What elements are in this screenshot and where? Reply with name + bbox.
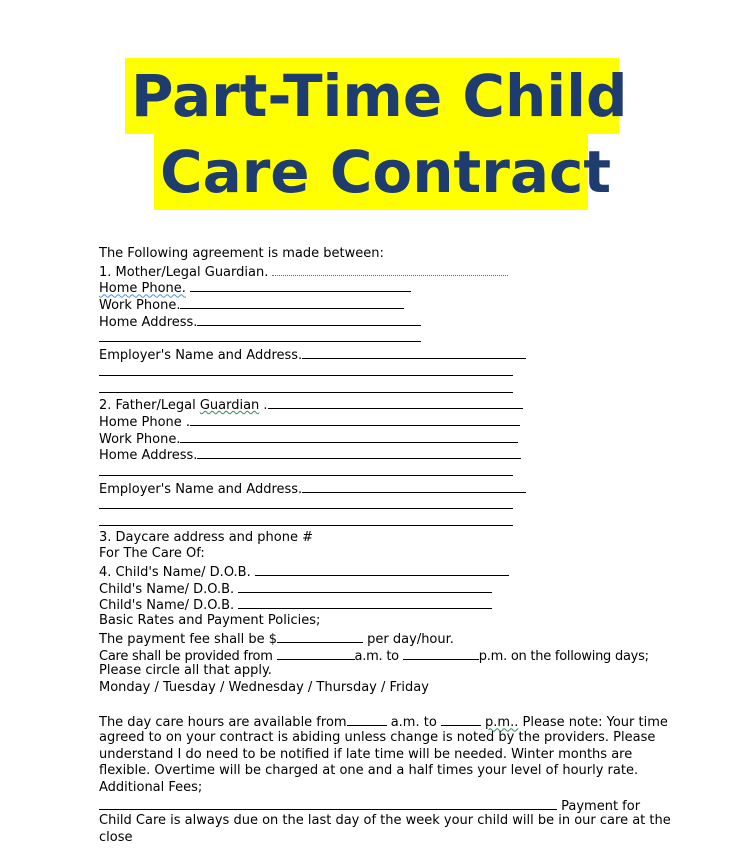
hours-am: a.m. to: [386, 715, 441, 731]
hours-line-4: [99, 763, 659, 780]
hours-text-8: close: [99, 830, 133, 846]
child3-line: [99, 596, 659, 613]
rates-heading: Basic Rates and Payment Policies;: [99, 613, 321, 629]
father-home-phone-line: [99, 413, 659, 430]
care-hours-line: [99, 647, 659, 664]
contract-body: [99, 246, 671, 847]
father-home-phone-label: Home Phone .: [99, 414, 191, 430]
care-start-field[interactable]: [277, 647, 355, 660]
child2-label: Child's Name/ D.O.B.: [99, 581, 235, 597]
mother-address-field-2[interactable]: [99, 329, 421, 342]
rates-heading-line: [99, 613, 659, 630]
mother-employer-field[interactable]: [302, 346, 526, 359]
mother-address-label: Home Address.: [99, 314, 198, 330]
hours-line-2: [99, 730, 659, 747]
father-employer-line-2: [99, 496, 659, 513]
care-prefix: Care shall be provided from: [99, 648, 277, 664]
hours-start-field[interactable]: [347, 713, 387, 726]
mother-name-field[interactable]: [272, 263, 508, 276]
mother-line: [99, 263, 659, 280]
hours-note: Please note: Your time: [518, 715, 668, 731]
daycare-address-label: 3. Daycare address and phone #: [99, 529, 314, 545]
child3-label: Child's Name/ D.O.B.: [99, 598, 235, 614]
father-address-label: Home Address.: [99, 448, 198, 464]
father-address-line-2: [99, 463, 659, 480]
mother-work-phone-line: [99, 296, 659, 313]
care-of-line: [99, 546, 659, 563]
hours-text-4: flexible. Overtime will be charged at one and a half times your level of hourly rate.: [99, 763, 639, 779]
child3-field[interactable]: [238, 596, 492, 609]
mother-home-phone-label: Home Phone.: [99, 281, 186, 297]
father-work-phone-label: Work Phone.: [99, 431, 181, 447]
hours-text-5: Additional Fees;: [99, 780, 203, 795]
circle-line: [99, 663, 659, 680]
care-pm: p.m. on the following days;: [478, 648, 649, 664]
days-line: [99, 680, 659, 697]
hours-line-7: [99, 813, 671, 830]
care-am: a.m. to: [354, 648, 403, 664]
mother-employer-line-2: [99, 363, 659, 380]
father-address-field[interactable]: [197, 446, 521, 459]
hours-line-5: [99, 780, 659, 797]
intro-line: [99, 246, 659, 263]
additional-fees-field[interactable]: [99, 797, 557, 810]
hours-text-2: agreed to on your contract is abiding unless change is noted by the providers. Please: [99, 729, 656, 745]
hours-line-1: [99, 713, 668, 731]
title-line-1: Part-Time Child: [125, 58, 619, 134]
hours-line-3: [99, 747, 659, 764]
mother-work-phone-label: Work Phone.: [99, 298, 181, 314]
hours-prefix: The day care hours are available from: [99, 715, 347, 731]
father-address-line: [99, 446, 659, 463]
hours-line-6: [99, 797, 659, 814]
intro-text: The Following agreement is made between:: [99, 246, 384, 261]
child1-label: 4. Child's Name/ D.O.B.: [99, 565, 251, 581]
father-label-prefix: 2. Father/Legal: [99, 398, 200, 414]
child1-line: [99, 563, 659, 580]
father-employer-line-3: [99, 513, 659, 530]
father-label-word: Guardian: [199, 398, 260, 414]
father-employer-field-2[interactable]: [99, 496, 513, 509]
mother-employer-field-3[interactable]: [99, 380, 513, 393]
fee-prefix: The payment fee shall be $: [99, 631, 278, 647]
mother-employer-label: Employer's Name and Address.: [99, 348, 303, 364]
father-home-phone-field[interactable]: [190, 413, 520, 426]
father-employer-field-3[interactable]: [99, 513, 513, 526]
mother-work-phone-field[interactable]: [180, 296, 404, 309]
circle-instruction: Please circle all that apply.: [99, 663, 272, 679]
father-employer-line: [99, 480, 659, 497]
child2-line: [99, 580, 659, 597]
mother-employer-line: [99, 346, 659, 363]
days-options[interactable]: Monday / Tuesday / Wednesday / Thursday / Friday: [99, 679, 429, 695]
father-line: [99, 396, 659, 413]
fee-field[interactable]: [277, 630, 363, 643]
child1-field[interactable]: [255, 563, 509, 576]
mother-home-phone-field[interactable]: [190, 279, 411, 292]
hours-end-field[interactable]: [441, 713, 481, 726]
father-name-field[interactable]: [268, 396, 523, 409]
fee-line: [99, 630, 659, 647]
mother-home-phone-line: [99, 279, 659, 296]
fee-suffix: per day/hour.: [363, 631, 454, 647]
mother-address-field[interactable]: [197, 313, 421, 326]
mother-employer-field-2[interactable]: [99, 363, 513, 376]
blank-line: [99, 697, 659, 714]
hours-pm: p.m..: [485, 715, 519, 731]
payment-for-text: Payment for: [557, 798, 641, 814]
care-of-label: For The Care Of:: [99, 546, 205, 562]
father-label-suffix: .: [259, 398, 268, 414]
father-employer-label: Employer's Name and Address.: [99, 481, 303, 497]
father-work-phone-field[interactable]: [180, 430, 518, 443]
hours-text-3: understand I do need to be notified if late time will be needed. Winter months are: [99, 746, 633, 762]
daycare-address-line: [99, 530, 659, 547]
child2-field[interactable]: [238, 580, 492, 593]
hours-line-8: [99, 830, 659, 847]
mother-employer-line-3: [99, 380, 659, 397]
title-line-2: Care Contract: [154, 134, 588, 210]
father-address-field-2[interactable]: [99, 463, 513, 476]
father-employer-field[interactable]: [302, 480, 526, 493]
care-end-field[interactable]: [403, 647, 479, 660]
mother-address-line-2: [99, 329, 659, 346]
mother-address-line: [99, 313, 659, 330]
mother-label: 1. Mother/Legal Guardian.: [99, 264, 269, 280]
hours-text-7: Child Care is always due on the last day of the week your child will be in our care at the: [99, 813, 671, 829]
father-work-phone-line: [99, 430, 659, 447]
